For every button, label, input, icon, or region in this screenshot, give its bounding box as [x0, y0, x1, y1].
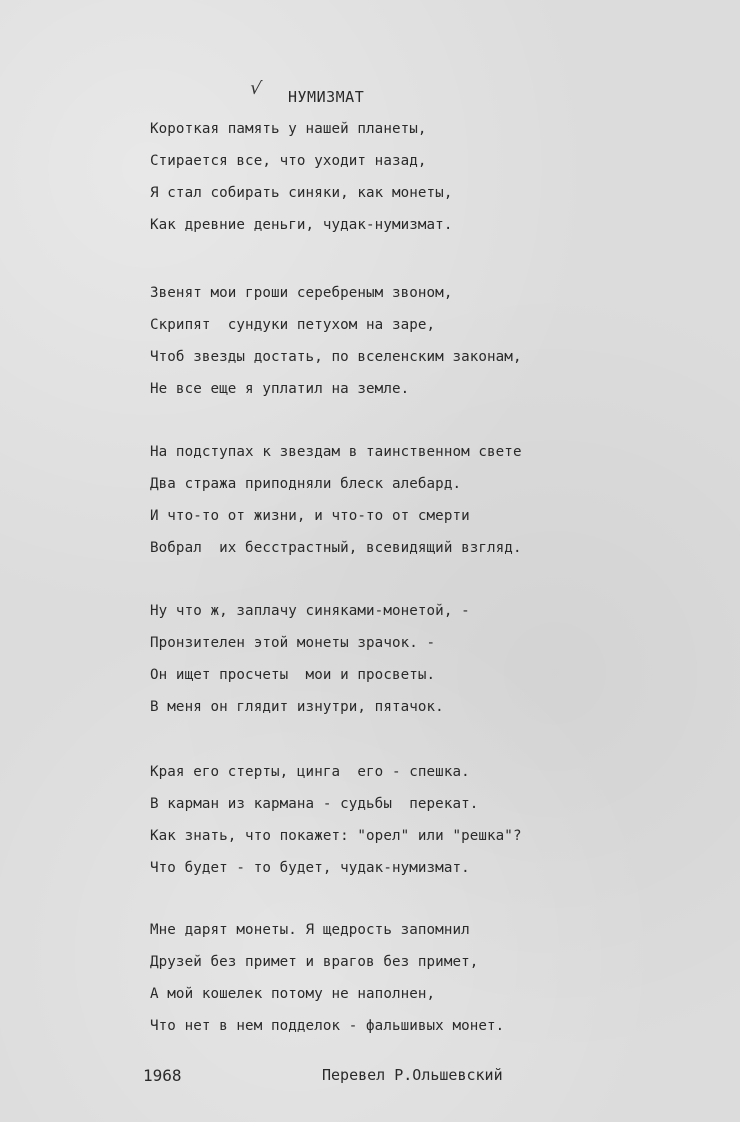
poem-line: Друзей без примет и врагов без примет,: [150, 954, 479, 970]
poem-line: На подступах к звездам в таинственном свете: [150, 444, 522, 460]
poem-line: Ну что ж, заплачу синяками-монетой, -: [150, 603, 470, 619]
poem-line: Два стража приподняли блеск алебард.: [150, 476, 462, 492]
stanza-4: [150, 595, 470, 723]
poem-line: И что-то от жизни, и что-то от смерти: [150, 508, 470, 524]
footer-translator-credit: Перевел Р.Ольшевский: [322, 1066, 503, 1084]
poem-line: В карман из кармана - судьбы перекат.: [150, 796, 479, 812]
poem-line: А мой кошелек потому не наполнен,: [150, 986, 436, 1002]
poem-line: Стирается все, что уходит назад,: [150, 153, 427, 169]
poem-title: НУМИЗМАТ: [288, 88, 365, 106]
poem-line: Как знать, что покажет: "орел" или "решка"?: [150, 828, 522, 844]
poem-line: Чтоб звезды достать, по вселенским законам,: [150, 349, 522, 365]
poem-line: Как древние деньги, чудак-нумизмат.: [150, 217, 453, 233]
stanza-1: [150, 113, 452, 241]
poem-line: Скрипят сундуки петухом на заре,: [150, 317, 436, 333]
poem-line: Что нет в нем подделок - фальшивых монет.: [150, 1018, 505, 1034]
footer-year: 1968: [143, 1066, 182, 1085]
poem-line: Звенят мои гроши серебреным звоном,: [150, 285, 453, 301]
poem-line: Он ищет просчеты мои и просветы.: [150, 667, 436, 683]
poem-line: Что будет - то будет, чудак-нумизмат.: [150, 860, 470, 876]
stanza-2: [150, 277, 522, 405]
poem-line: Края его стерты, цинга его - спешка.: [150, 764, 470, 780]
poem-line: Короткая память у нашей планеты,: [150, 121, 427, 137]
handwritten-check-mark: √: [248, 77, 263, 100]
poem-line: Вобрал их бесстрастный, всевидящий взгляд.: [150, 540, 522, 556]
stanza-3: [150, 436, 522, 564]
stanza-6: [150, 914, 504, 1042]
poem-line: Не все еще я уплатил на земле.: [150, 381, 410, 397]
poem-line: Мне дарят монеты. Я щедрость запомнил: [150, 922, 470, 938]
poem-line: Я стал собирать синяки, как монеты,: [150, 185, 453, 201]
poem-line: В меня он глядит изнутри, пятачок.: [150, 699, 444, 715]
stanza-5: [150, 756, 522, 884]
poem-line: Пронзителен этой монеты зрачок. -: [150, 635, 436, 651]
